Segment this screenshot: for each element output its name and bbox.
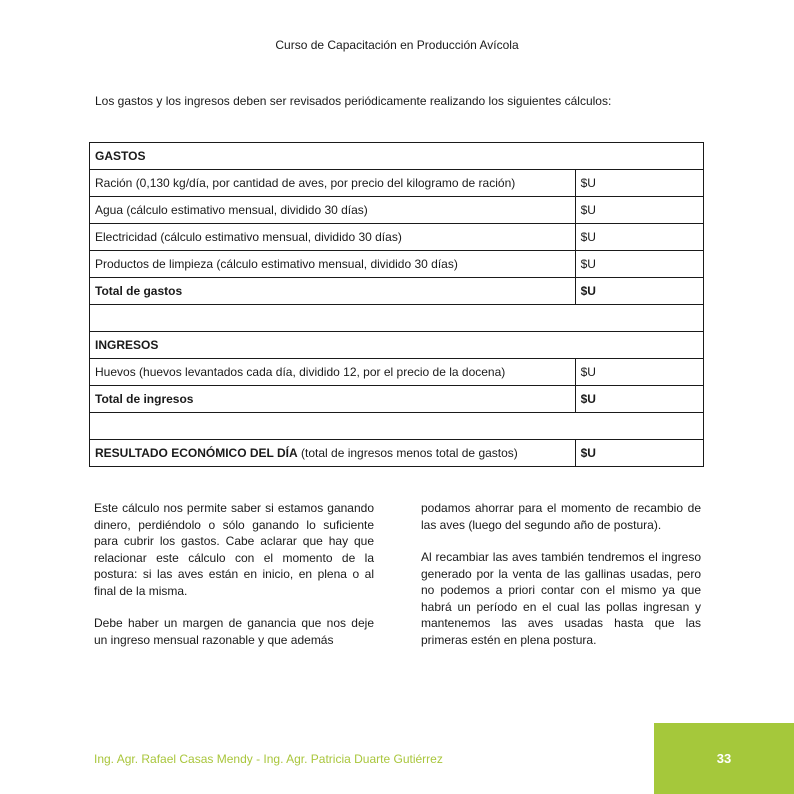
page-number-box (654, 723, 794, 794)
table-row (90, 251, 704, 278)
table-row (90, 143, 704, 170)
calculation-table (89, 142, 704, 467)
empty-cell (90, 305, 704, 332)
table-row-empty (90, 413, 704, 440)
table-row-empty (90, 305, 704, 332)
empty-cell (90, 413, 704, 440)
ingresos-header: INGRESOS (90, 332, 704, 359)
gastos-header: GASTOS (90, 143, 704, 170)
table-row (90, 332, 704, 359)
ingreso-value: $U (575, 359, 703, 386)
table-row (90, 440, 704, 467)
resultado-label-rest: (total de ingresos menos total de gastos) (297, 446, 518, 460)
table-row (90, 386, 704, 413)
table-row (90, 359, 704, 386)
document-header: Curso de Capacitación en Producción Avícola (275, 38, 519, 52)
table-row (90, 170, 704, 197)
right-column (421, 500, 701, 664)
intro-paragraph: Los gastos y los ingresos deben ser revisados periódicamente realizando los siguientes cálculos: (95, 94, 612, 108)
total-gastos-value: $U (575, 278, 703, 305)
total-ingresos-value: $U (575, 386, 703, 413)
body-paragraph: Al recambiar las aves también tendremos el ingreso generado por la venta de las gallinas usadas, pero no podemos a priori contar con el mismo ya que habrá un período en el cual las pollas ingresan y mantenemos las aves usadas hasta que las primeras estén en plena postura. (421, 550, 701, 647)
gasto-label: Ración (0,130 kg/día, por cantidad de aves, por precio del kilogramo de ración) (90, 170, 576, 197)
total-gastos-label: Total de gastos (90, 278, 576, 305)
ingreso-label: Huevos (huevos levantados cada día, dividido 12, por el precio de la docena) (90, 359, 576, 386)
total-ingresos-label: Total de ingresos (90, 386, 576, 413)
footer-authors: Ing. Agr. Rafael Casas Mendy - Ing. Agr. Patricia Duarte Gutiérrez (94, 752, 443, 766)
left-column (94, 500, 374, 664)
gasto-value: $U (575, 224, 703, 251)
resultado-value: $U (575, 440, 703, 467)
gasto-value: $U (575, 170, 703, 197)
gasto-value: $U (575, 251, 703, 278)
page-number: 33 (716, 751, 732, 766)
body-paragraph: podamos ahorrar para el momento de recambio de las aves (luego del segundo año de postura). (421, 501, 701, 532)
gasto-value: $U (575, 197, 703, 224)
resultado-label-bold: RESULTADO ECONÓMICO DEL DÍA (95, 446, 298, 460)
table-row (90, 278, 704, 305)
gasto-label: Electricidad (cálculo estimativo mensual, dividido 30 días) (90, 224, 576, 251)
resultado-label (90, 440, 576, 467)
table-row (90, 197, 704, 224)
table-row (90, 224, 704, 251)
body-paragraph: Este cálculo nos permite saber si estamos ganando dinero, perdiéndolo o sólo ganando lo suficiente para cubrir los gastos. Cabe aclarar que hay que relacionar este cálculo con el momento de la postura: si las aves están en inicio, en plena o al final de la misma. (94, 501, 374, 598)
body-paragraph: Debe haber un margen de ganancia que nos deje un ingreso mensual razonable y que además (94, 616, 374, 647)
gasto-label: Productos de limpieza (cálculo estimativo mensual, dividido 30 días) (90, 251, 576, 278)
gasto-label: Agua (cálculo estimativo mensual, dividido 30 días) (90, 197, 576, 224)
